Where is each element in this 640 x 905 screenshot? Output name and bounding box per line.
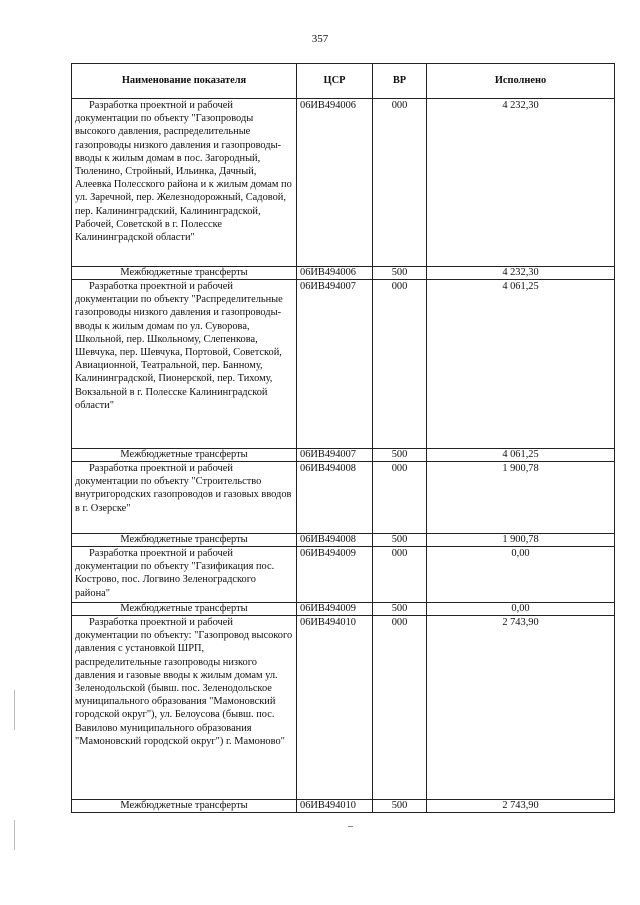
csr-code: 06ИВ494006 [297, 99, 373, 267]
table-row-transfers [72, 603, 615, 616]
executed-amount: 1 900,78 [427, 462, 615, 534]
header-csr: ЦСР [297, 64, 373, 99]
table-row-transfers [72, 800, 615, 813]
csr-code: 06ИВ494008 [297, 462, 373, 534]
scan-dash-mark [348, 826, 353, 827]
executed-amount: 4 232,30 [427, 267, 615, 280]
csr-code: 06ИВ494009 [297, 603, 373, 616]
indicator-name-rest: документации по объекту: "Газопровод высокого давления с установкой ШРП, распределительные газопроводы низкого давления и газовые вводы к жилым домам ул. Зеленодольской (бывш. пос. Зеленодольское муниципального образования "Мамоновский городской округ"), ул. Белоусова (бывш. пос. Вавилово муниципального образования "Мамоновский городской округ") г. Мамоново" [75, 630, 293, 747]
executed-amount: 4 061,25 [427, 449, 615, 462]
csr-code: 06ИВ494008 [297, 534, 373, 547]
indicator-name [72, 99, 297, 267]
indicator-name [72, 462, 297, 534]
transfers-label: Межбюджетные трансферты [72, 800, 297, 813]
transfers-label: Межбюджетные трансферты [72, 534, 297, 547]
csr-code: 06ИВ494010 [297, 800, 373, 813]
indicator-name-rest: документации по объекту "Газификация пос. Кострово, пос. Логвино Зеленоградского района" [75, 561, 275, 599]
table-row-transfers [72, 534, 615, 547]
budget-table [71, 63, 615, 813]
executed-amount: 0,00 [427, 547, 615, 603]
indicator-name-first-line: Разработка проектной и рабочей [89, 100, 233, 111]
table-row [72, 462, 615, 534]
table-row-transfers [72, 267, 615, 280]
csr-code: 06ИВ494007 [297, 449, 373, 462]
page-number: 357 [311, 33, 329, 45]
indicator-name-first-line: Разработка проектной и рабочей [89, 617, 233, 628]
executed-amount: 0,00 [427, 603, 615, 616]
scan-margin-line [14, 820, 15, 850]
vr-code: 000 [373, 462, 427, 534]
csr-code: 06ИВ494007 [297, 280, 373, 449]
executed-amount: 1 900,78 [427, 534, 615, 547]
vr-code: 000 [373, 547, 427, 603]
indicator-name-rest: документации по объекту "Газопроводы высокого давления, распределительные газопроводы низкого давления и газопроводы-вводы к жилым домам в пос. Загородный, Тюленино, Стройный, Ильинка, Дачный, Алеевка Полесского района и к жилым домам по ул. Заречной, пер. Железнодорожный, Садовой, пер. Калининградский, Калининградской, Рабочей, Советской в г. Полесске Калининградской области" [75, 113, 292, 244]
vr-code: 500 [373, 603, 427, 616]
transfers-label: Межбюджетные трансферты [72, 267, 297, 280]
vr-code: 500 [373, 534, 427, 547]
header-name: Наименование показателя [72, 64, 297, 99]
indicator-name-first-line: Разработка проектной и рабочей [89, 463, 233, 474]
executed-amount: 4 061,25 [427, 280, 615, 449]
transfers-label: Межбюджетные трансферты [72, 603, 297, 616]
table-header-row [72, 64, 615, 99]
table-row [72, 616, 615, 800]
csr-code: 06ИВ494010 [297, 616, 373, 800]
executed-amount: 4 232,30 [427, 99, 615, 267]
indicator-name-rest: документации по объекту "Распределительные газопроводы низкого давления и газопроводы-вводы к жилым домам по ул. Суворова, Школьной, пер. Школьному, Слепенкова, Шевчука, пер. Шевчука, Портовой, Советской, Авиационной, Театральной, пер. Банному, Калининградской, Пионерской, пер. Тихому, Вокзальной в г. Полесске Калининградской области" [75, 294, 283, 411]
indicator-name [72, 280, 297, 449]
table-row [72, 99, 615, 267]
indicator-name-first-line: Разработка проектной и рабочей [89, 548, 233, 559]
header-vr: ВР [373, 64, 427, 99]
vr-code: 000 [373, 616, 427, 800]
csr-code: 06ИВ494009 [297, 547, 373, 603]
vr-code: 000 [373, 280, 427, 449]
table-row-transfers [72, 449, 615, 462]
vr-code: 500 [373, 267, 427, 280]
vr-code: 500 [373, 449, 427, 462]
header-executed: Исполнено [427, 64, 615, 99]
indicator-name [72, 616, 297, 800]
executed-amount: 2 743,90 [427, 800, 615, 813]
executed-amount: 2 743,90 [427, 616, 615, 800]
vr-code: 000 [373, 99, 427, 267]
scan-margin-line [14, 690, 15, 730]
table-row [72, 280, 615, 449]
indicator-name [72, 547, 297, 603]
indicator-name-rest: документации по объекту "Строительство внутригородских газопроводов и газовых вводов в г. Озерске" [75, 476, 292, 514]
csr-code: 06ИВ494006 [297, 267, 373, 280]
vr-code: 500 [373, 800, 427, 813]
indicator-name-first-line: Разработка проектной и рабочей [89, 281, 233, 292]
table-row [72, 547, 615, 603]
transfers-label: Межбюджетные трансферты [72, 449, 297, 462]
